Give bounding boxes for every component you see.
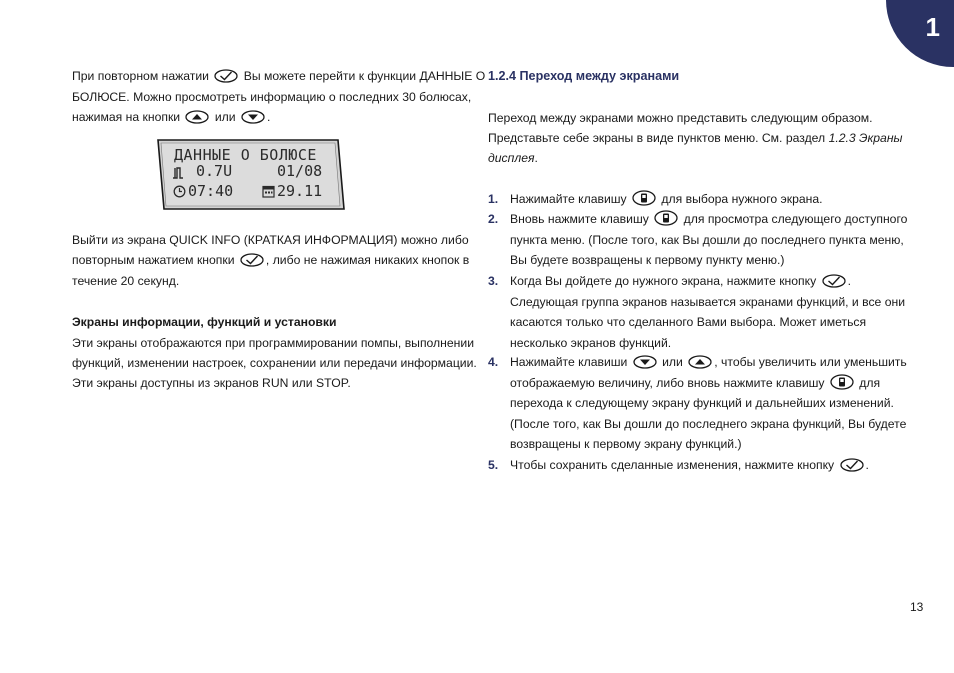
paragraph-1-line-1: При повторном нажатии Вы можете перейти к функции ДАННЫЕ О xyxy=(72,69,486,83)
menu-button-icon xyxy=(632,190,656,206)
lcd-date: 29.11 xyxy=(277,182,323,200)
intro-line-2: Представьте себе экраны в виде пунктов меню. См. раздел 1.2.3 Экраны xyxy=(488,131,903,145)
up-button-icon xyxy=(185,110,209,124)
clock-icon xyxy=(173,185,186,198)
chapter-tab xyxy=(886,0,954,67)
paragraph-1-line-3: нажимая на кнопки или . xyxy=(72,110,271,124)
check-button-icon xyxy=(214,69,238,83)
lcd-line-1: ДАННЫЕ О БОЛЮСЕ xyxy=(174,146,317,164)
paragraph-2-line-1: Выйти из экрана QUICK INFO (КРАТКАЯ ИНФОРМАЦИЯ) можно либо xyxy=(72,233,469,247)
bolus-icon xyxy=(172,166,184,180)
check-button-icon xyxy=(840,458,864,472)
chapter-number: 1 xyxy=(925,12,940,42)
paragraph-3-line-3: Эти экраны доступны из экранов RUN или STOP. xyxy=(72,376,351,390)
lcd-time: 07:40 xyxy=(188,182,234,200)
down-button-icon xyxy=(241,110,265,124)
up-button-icon xyxy=(688,355,712,369)
subheading: Экраны информации, функций и установки xyxy=(72,315,337,329)
lcd-display xyxy=(154,138,344,210)
page-number: 13 xyxy=(910,600,924,614)
section-heading: 1.2.4 Переход между экранами xyxy=(488,69,680,83)
menu-button-icon xyxy=(654,210,678,226)
paragraph-1-line-2: БОЛЮСЕ. Можно просмотреть информацию о последних 30 болюсах, xyxy=(72,90,472,104)
paragraph-3-line-1: Эти экраны отображаются при программировании помпы, выполнении xyxy=(72,336,475,350)
paragraph-2-line-2: повторным нажатием кнопки , либо не нажимая никаких кнопок в xyxy=(72,253,470,267)
lcd-bolus-amount: 0.7U xyxy=(196,162,233,180)
check-button-icon xyxy=(240,253,264,267)
intro-line-1: Переход между экранами можно представить следующим образом. xyxy=(488,111,873,125)
section-reference: 1.2.3 Экраны xyxy=(828,131,903,145)
calendar-icon xyxy=(262,185,275,198)
paragraph-2-line-3: течение 20 секунд. xyxy=(72,274,180,288)
check-button-icon xyxy=(822,274,846,288)
menu-button-icon xyxy=(830,374,854,390)
paragraph-3-line-2: функций, изменении настроек, сохранении или передачи информации. xyxy=(72,356,477,370)
lcd-bolus-number: 01/08 xyxy=(277,162,323,180)
down-button-icon xyxy=(633,355,657,369)
intro-line-3: дисплея. xyxy=(488,151,538,165)
